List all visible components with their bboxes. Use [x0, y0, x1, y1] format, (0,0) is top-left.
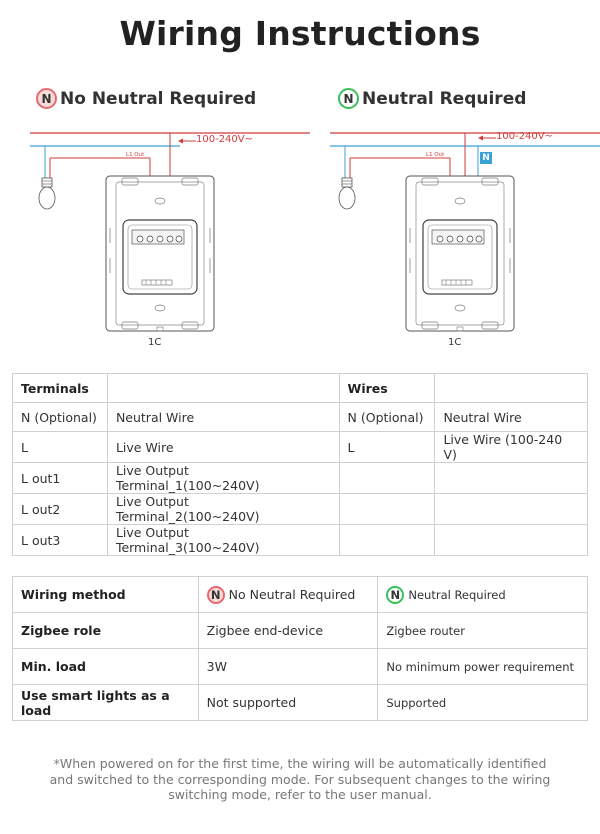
neutral-value: No minimum power requirement	[378, 649, 588, 685]
neutral-column-header	[378, 577, 588, 613]
terminal-cell: L	[13, 432, 108, 463]
row-label: Use smart lights as a load	[13, 685, 199, 721]
wire-cell: N (Optional)	[339, 403, 435, 432]
table-row	[13, 649, 588, 685]
footnote: *When powered on for the first time, the wiring will be automatically identified and switched to the corresponding mode. For subsequent changes to the wiring switching mode, refer to the user manual.	[49, 756, 551, 802]
terminal-cell: L out2	[13, 494, 108, 525]
neutral-badge-icon: N	[386, 586, 404, 604]
table-row	[13, 374, 588, 403]
neutral-value: Supported	[378, 685, 588, 721]
table-row	[13, 577, 588, 613]
row-label: Zigbee role	[13, 613, 199, 649]
neutral-column-label: Neutral Required	[408, 587, 506, 602]
no-neutral-badge-icon: N	[207, 586, 225, 604]
model-label-neutral: 1C	[448, 337, 462, 348]
no-neutral-value: Not supported	[198, 685, 378, 721]
no-neutral-column-label: No Neutral Required	[228, 587, 356, 602]
terminal-desc-cell: Live Output Terminal_2(100~240V)	[107, 494, 339, 525]
neutral-wiring-graphic	[330, 128, 600, 353]
neutral-tag-icon: N	[482, 153, 490, 163]
table-row	[13, 463, 588, 494]
wiring-comparison-table	[12, 576, 588, 721]
neutral-value: Zigbee router	[378, 613, 588, 649]
wires-header: Wires	[339, 374, 435, 403]
l1-out-label: L1 Out	[126, 152, 145, 158]
terminal-cell: L out3	[13, 525, 108, 556]
terminal-desc-cell: Neutral Wire	[107, 403, 339, 432]
wire-desc-cell: Neutral Wire	[435, 403, 588, 432]
no-neutral-wiring-graphic	[30, 128, 310, 353]
neutral-heading	[338, 88, 526, 109]
table-row	[13, 685, 588, 721]
row-label: Min. load	[13, 649, 199, 685]
no-neutral-value: 3W	[198, 649, 378, 685]
table-row	[13, 494, 588, 525]
table-row	[13, 613, 588, 649]
no-neutral-value: Zigbee end-device	[198, 613, 378, 649]
terminal-desc-cell: Live Output Terminal_3(100~240V)	[107, 525, 339, 556]
voltage-label-neutral: 100-240V~	[496, 131, 554, 142]
table-row	[13, 525, 588, 556]
table-row	[13, 432, 588, 463]
terminal-cell: L out1	[13, 463, 108, 494]
wire-cell: L	[339, 432, 435, 463]
voltage-label: 100-240V~	[196, 134, 254, 145]
neutral-label: Neutral Required	[362, 88, 527, 109]
no-neutral-label: No Neutral Required	[60, 88, 257, 109]
terminals-header: Terminals	[13, 374, 108, 403]
terminal-desc-cell: Live Output Terminal_1(100~240V)	[107, 463, 339, 494]
no-neutral-column-header	[198, 577, 378, 613]
terminal-desc-cell: Live Wire	[107, 432, 339, 463]
page-title: Wiring Instructions	[119, 14, 481, 53]
wiring-method-header: Wiring method	[13, 577, 199, 613]
wire-desc-cell: Live Wire (100-240 V)	[435, 432, 588, 463]
model-label: 1C	[148, 337, 162, 348]
table-row	[13, 403, 588, 432]
terminal-cell: N (Optional)	[13, 403, 108, 432]
no-neutral-badge-icon: N	[36, 88, 57, 109]
neutral-wiring-diagram	[330, 128, 600, 353]
neutral-badge-icon: N	[338, 88, 359, 109]
no-neutral-wiring-diagram	[30, 128, 310, 353]
l1-out-label-neutral: L1 Out	[426, 152, 445, 158]
terminals-table	[12, 373, 588, 556]
no-neutral-heading	[36, 88, 256, 109]
